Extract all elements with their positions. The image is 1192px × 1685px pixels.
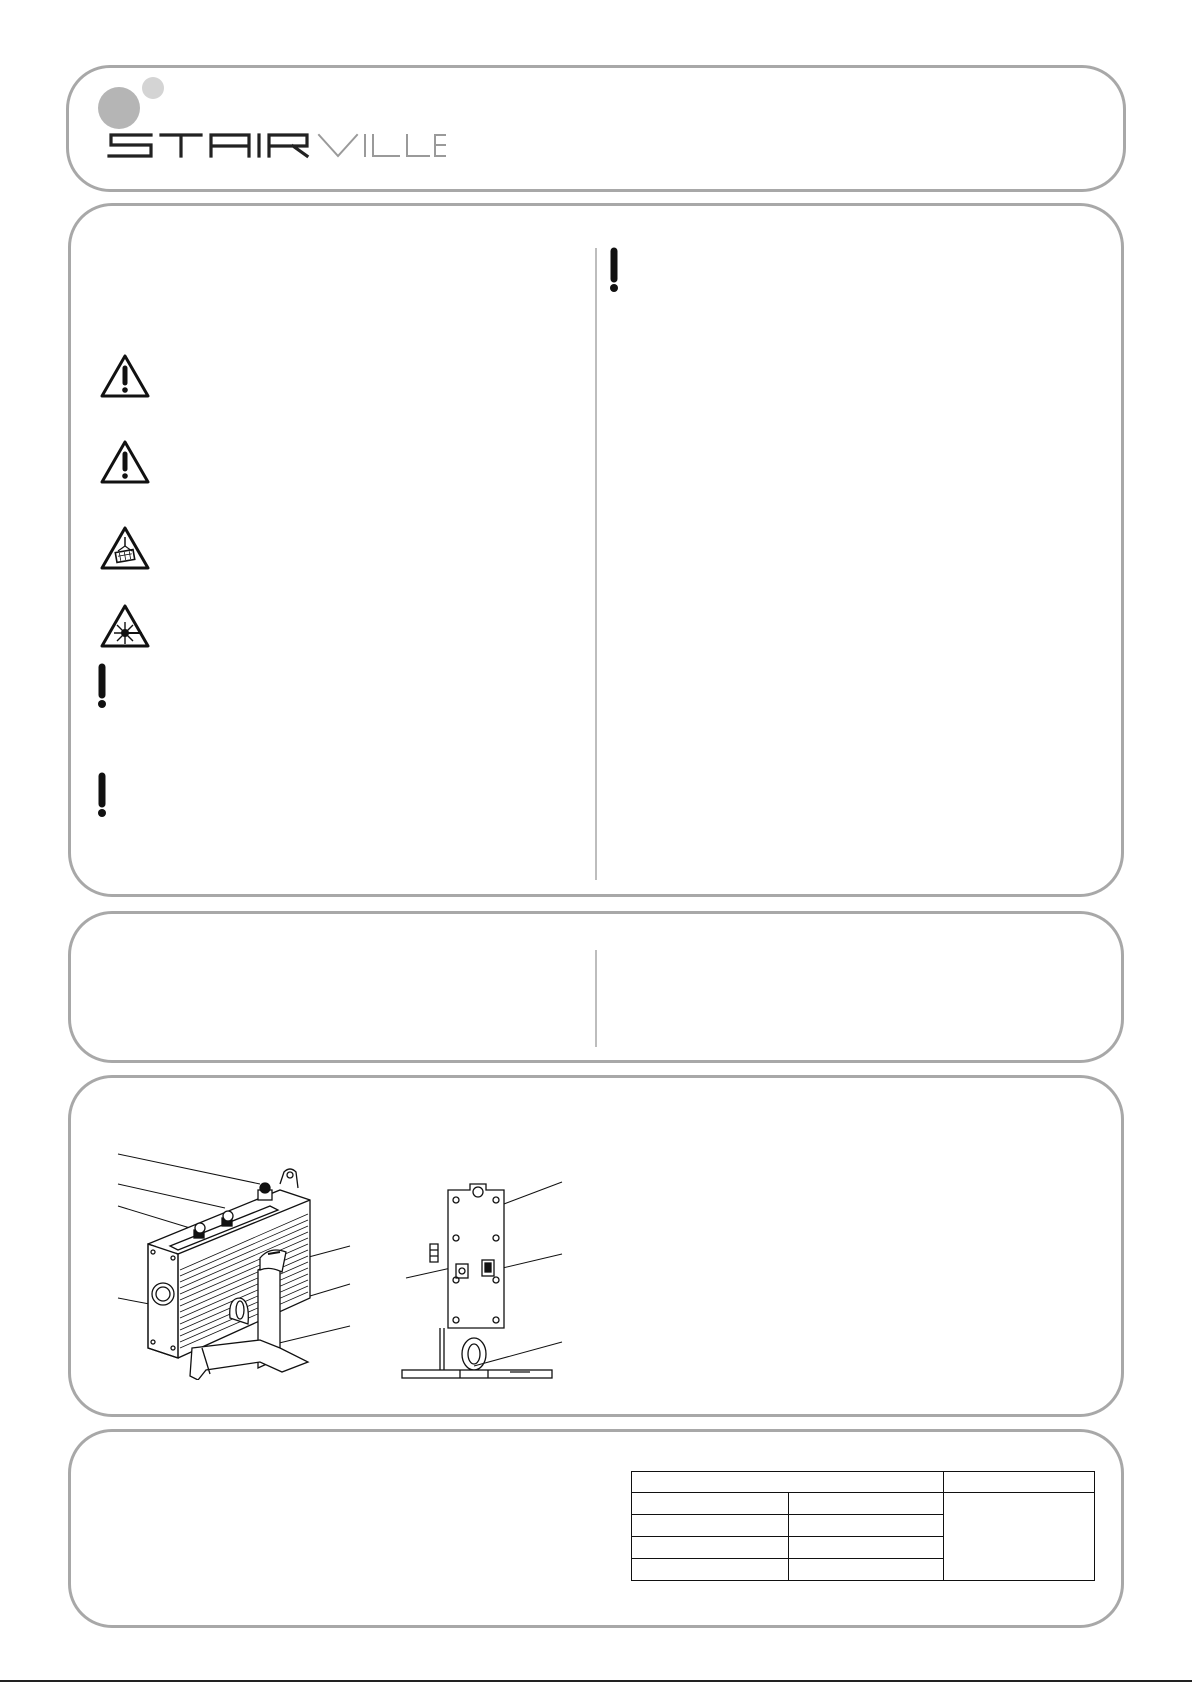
table-cell [632, 1537, 789, 1559]
page-bottom-rule [0, 1680, 1192, 1682]
device-front-view-illustration [110, 1148, 370, 1380]
table-cell [789, 1493, 944, 1515]
table-cell [789, 1537, 944, 1559]
lifting-hazard-icon [99, 525, 151, 571]
exclamation-icon [95, 663, 109, 709]
table-cell [944, 1493, 1095, 1581]
table-cell [789, 1515, 944, 1537]
table-cell [944, 1472, 1095, 1493]
exclamation-icon [95, 772, 109, 818]
logo-circle-small [142, 77, 164, 99]
table-row [632, 1493, 1095, 1515]
logo-circle-large [98, 87, 140, 129]
warning-triangle-icon [99, 439, 151, 485]
table-cell [632, 1493, 789, 1515]
table-cell [632, 1515, 789, 1537]
table-cell [632, 1559, 789, 1581]
table-row [632, 1472, 1095, 1493]
warning-triangle-icon [99, 353, 151, 399]
device-rear-view-illustration [400, 1170, 570, 1380]
logo-wordmark [107, 128, 447, 164]
table-cell [789, 1559, 944, 1581]
safety-column-divider [595, 248, 597, 880]
laser-radiation-icon [99, 603, 151, 649]
table-cell [632, 1472, 944, 1493]
exclamation-icon [607, 247, 621, 293]
specification-table [631, 1471, 1095, 1581]
intro-column-divider [595, 950, 597, 1047]
